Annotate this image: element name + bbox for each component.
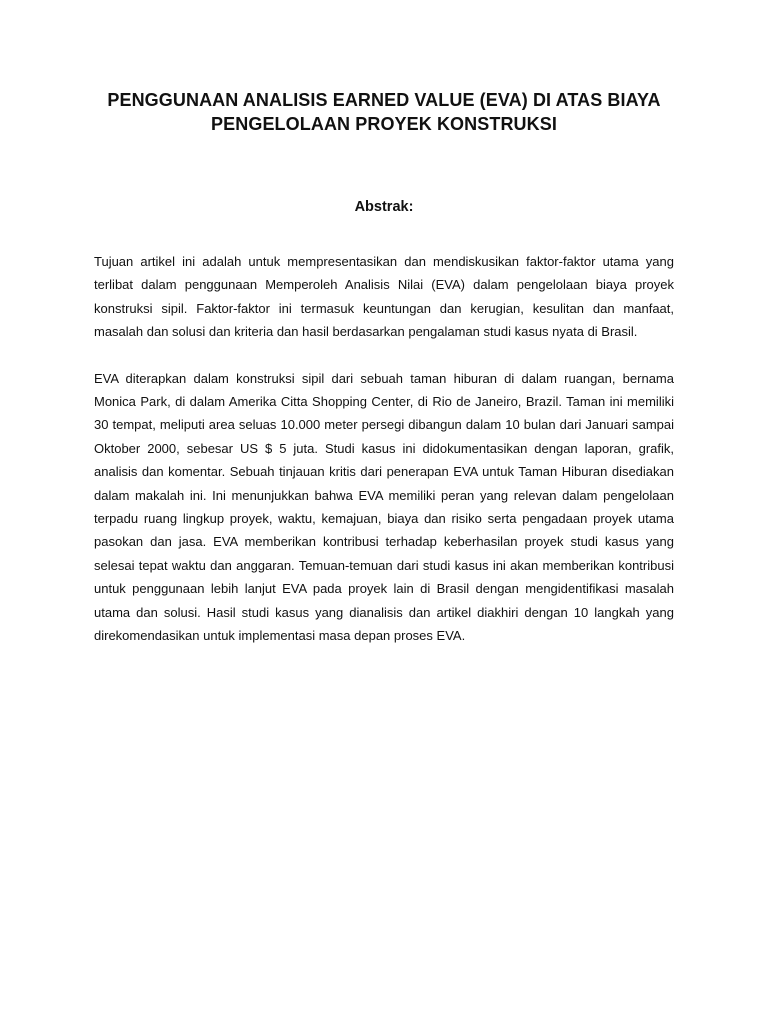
document-title-line-2: PENGELOLAAN PROYEK KONSTRUKSI	[211, 114, 557, 134]
abstract-paragraph-2: EVA diterapkan dalam konstruksi sipil dari sebuah taman hiburan di dalam ruangan, bernama Monica Park, di dalam Amerika Citta Shopping Center, di Rio de Janeiro, Brazil. Taman ini memiliki 30 tempat, meliputi area seluas 10.000 meter persegi dibangun dalam 10 bulan dari Januari sampai Oktober 2000, sebesar US $ 5 juta. Studi kasus ini didokumentasikan dengan laporan, grafik, analisis dan komentar. Sebuah tinjauan kritis dari penerapan EVA untuk Taman Hiburan disediakan dalam makalah ini. Ini menunjukkan bahwa EVA memiliki peran yang relevan dalam pengelolaan terpadu ruang lingkup proyek, waktu, kemajuan, biaya dan risiko serta pengadaan proyek utama pasokan dan jasa. EVA memberikan kontribusi terhadap keberhasilan proyek studi kasus yang selesai tepat waktu dan anggaran. Temuan-temuan dari studi kasus ini akan memberikan kontribusi untuk penggunaan lebih lanjut EVA pada proyek lain di Brasil dengan mengidentifikasi masalah utama dan solusi. Hasil studi kasus yang dianalisis dan artikel diakhiri dengan 10 langkah yang direkomendasikan untuk implementasi masa depan proses EVA.	[94, 370, 674, 644]
abstract-paragraph-1: Tujuan artikel ini adalah untuk mempresentasikan dan mendiskusikan faktor-faktor utama yang terlibat dalam penggunaan Memperoleh Analisis Nilai (EVA) dalam pengelolaan biaya proyek konstruksi sipil. Faktor-faktor ini termasuk keuntungan dan kerugian, kesulitan dan manfaat, masalah dan solusi dan kriteria dan hasil berdasarkan pengalaman studi kasus nyata di Brasil.	[94, 254, 674, 340]
document-title-line-1: PENGGUNAAN ANALISIS EARNED VALUE (EVA) DI ATAS BIAYA	[107, 90, 661, 110]
abstract-heading: Abstrak:	[354, 199, 414, 215]
document-title	[94, 88, 674, 136]
